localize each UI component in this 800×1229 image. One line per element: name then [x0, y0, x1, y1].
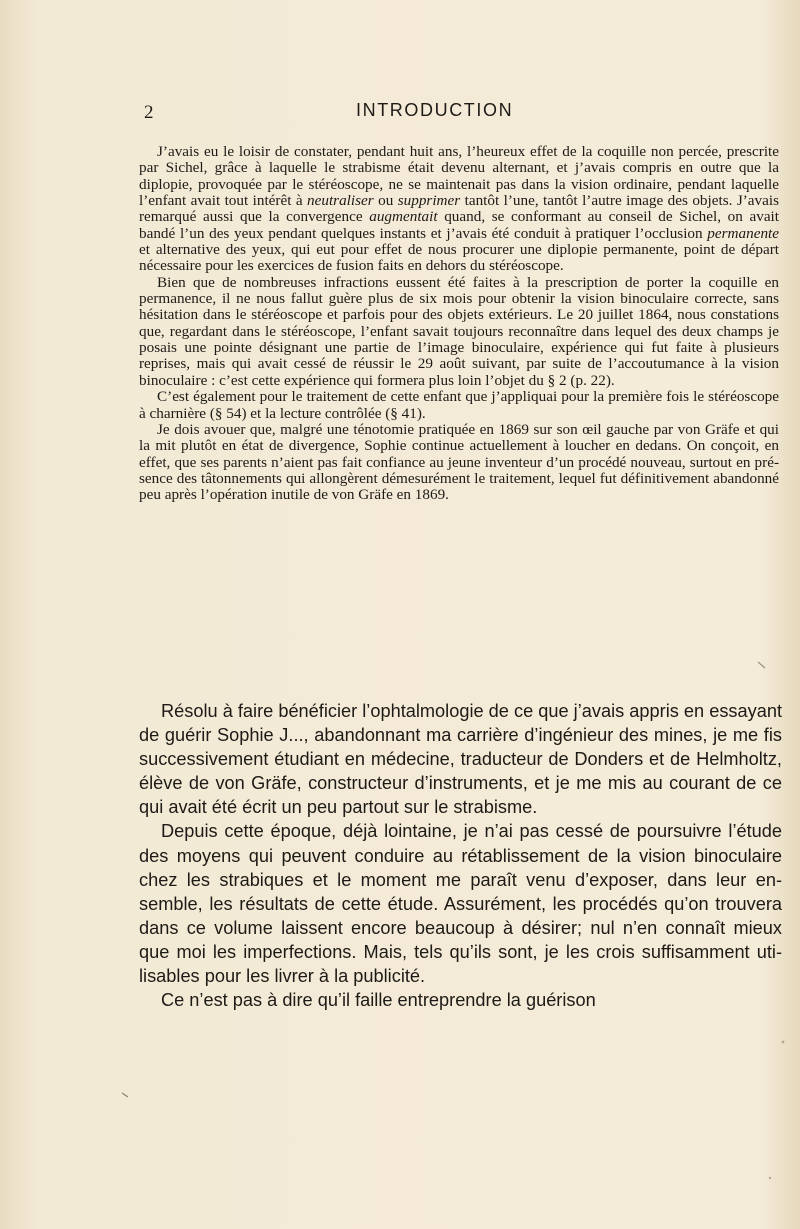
- text-run: quand, se conformant au conseil de Sichel, on avait bandé l’un des yeux pendant quelques instants et j’avais été conduit à pratiquer l’occlusion: [139, 208, 780, 242]
- stray-mark: [122, 1093, 128, 1097]
- paper-speck: [769, 1177, 771, 1179]
- italic-word: augmentait: [369, 208, 438, 226]
- text-run: et alternative des yeux, qui eut pour effet de nous procurer une diplopie permanente, point de départ nécessaire pour les exercices de fusion faits en dehors du stéréoscope.: [139, 241, 779, 275]
- text-run: ou: [373, 192, 398, 210]
- paragraph-large-2: Depuis cette époque, déjà lointaine, je n’ai pas cessé de poursuivre l’étude des moyens qui peuvent conduire au rétablissement de la vision binoculaire chez les strabiques et le moment me paraît venu d’exposer, dans leur ensemble, les résultats de cette étude. Assurément, les procédés qu’on trouvera dans ce volume laissent encore beaucoup à désirer; nul n’en connaît mieux que moi les imperfections. Mais, tels qu’ils sont, je les crois suffisamment utilisables pour les livrer à la publicité.: [139, 821, 782, 987]
- text-run: J’avais eu le loisir de constater, pendant huit ans, l’heureux effet de la coquille non percée, prescrite par Sichel, grâce à laquelle le strabisme était devenu alternant, et j’avais compris en outre que la diplopie, provoquée par le stéréoscope, ne se maintenait pas dans la vision ordinaire, pendant laquelle l’enfant avait tout intérêt à: [139, 143, 779, 210]
- paragraph-small-4: Je dois avouer que, malgré une ténotomie pratiquée en 1869 sur son œil gauche par von Gräfe et qui la mit plutôt en état de divergence, Sophie continue actuellement à loucher en dedans. On conçoit, en effet, que ses parents n’aient pas fait confiance au jeune inventeur d’un procédé nouveau, surtout en présence des tâtonnements qui allongèrent démesurément le traitement, lequel fut définitivement abandonné peu après l’opération inutile de von Gräfe en 1869.: [139, 420, 779, 504]
- italic-word: permanente: [707, 224, 779, 242]
- italic-word: supprimer: [397, 192, 461, 210]
- stray-mark: [758, 662, 765, 668]
- paragraph-large-1: Résolu à faire bénéficier l’ophtalmologie de ce que j’avais appris en essayant de guérir Sophie J..., abandonnant ma carrière d’ingénieur des mines, je me fis successivement étudiant en médecine, traducteur de Donders et de Helmholtz, élève de von Gräfe, constructeur d’instruments, et je me mis au courant de ce qui avait été écrit un peu partout sur le strabisme.: [139, 701, 782, 818]
- paragraph-large-3: Ce n’est pas à dire qu’il faille entreprendre la guérison: [161, 990, 596, 1011]
- paragraph-small-3: C’est également pour le traitement de cette enfant que j’appliquai pour la première fois le stéréoscope à charnière (§ 54) et la lecture contrôlée (§ 41).: [139, 388, 779, 422]
- paper-speck: [782, 1041, 785, 1044]
- paragraph-small-2: Bien que de nombreuses infractions eussent été faites à la prescription de porter la coquille en permanence, il ne nous fallut guère plus de six mois pour obtenir la vision binoculaire correcte, sans hésitation dans le stéréoscope et parfois pour des objets extérieurs. Le 20 juillet 1864, nous constations que, regardant dans le stéréoscope, l’enfant savait toujours reconnaître dans lequel des deux champs je posais une pointe désignant une partie de l’image binoculaire, expérience qui fut faite à plusieurs reprises, mais qui avait cessé de réussir le 29 août suivant, par suite de l’accoutumance à la vision binoculaire : c’est cette expérience qui formera plus loin l’objet du § 2 (p. 22).: [139, 273, 779, 389]
- page-number: 2: [144, 102, 154, 123]
- running-title: INTRODUCTION: [356, 100, 514, 120]
- italic-word: neutraliser: [307, 192, 374, 210]
- text-run: tantôt l’une, tantôt l’autre image des objets. J’avais remarqué aussi que la convergence: [139, 192, 779, 226]
